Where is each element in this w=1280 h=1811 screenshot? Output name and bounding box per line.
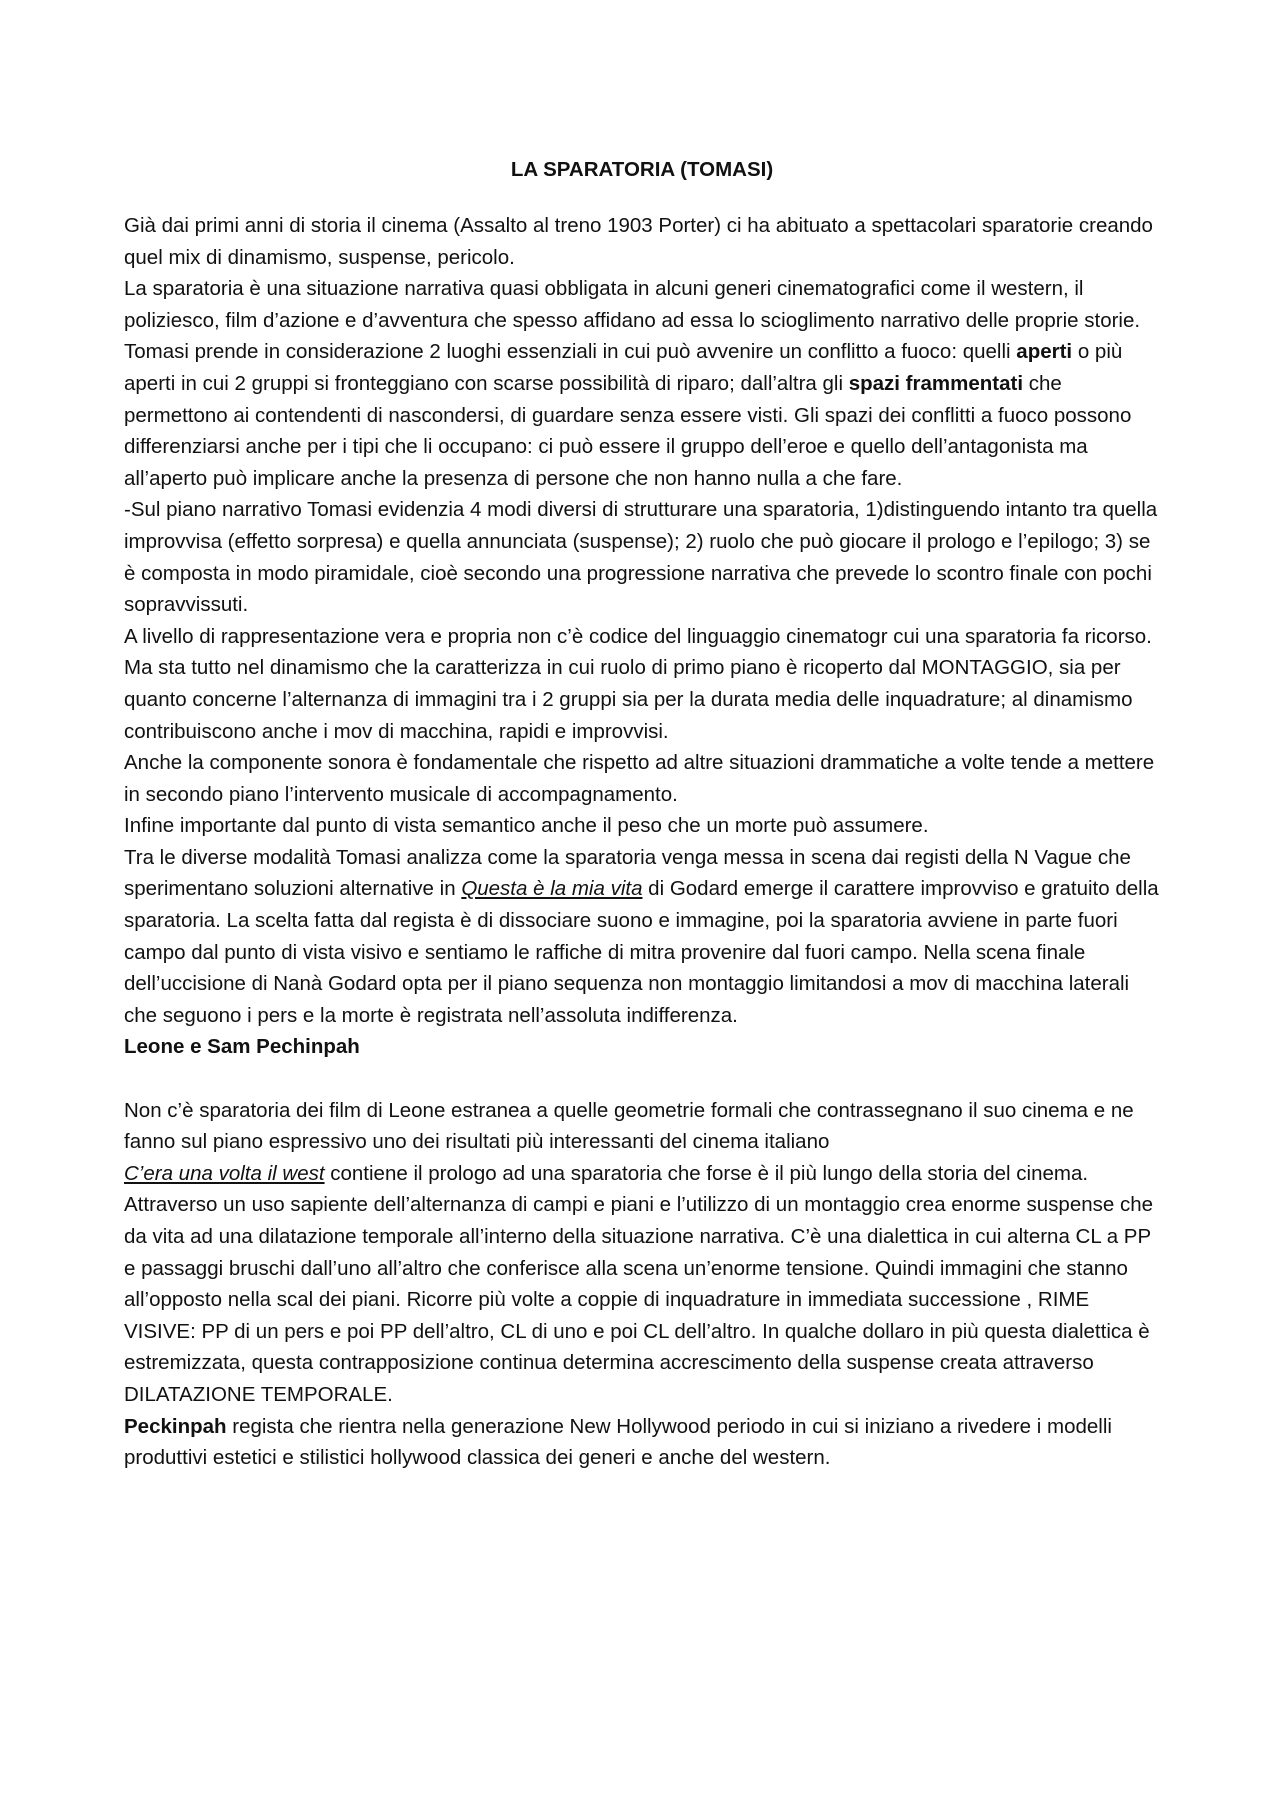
text-run: di Godard emerge il carattere improvviso e gratuito della sparatoria. La scelta fatta dal regista è di dissociare suono e immagine, poi la sparatoria avviene in parte fuori campo dal punto di vista visivo e sentiamo le raffiche di mitra provenire dal fuori campo. Nella scena finale dell’uccisione di Nanà Godard opta per il piano sequenza non montaggio limitandosi a mov di macchina laterali che seguono i pers e la morte è registrata nell’assoluta indifferenza. xyxy=(124,877,1159,1027)
section-heading: Leone e Sam Pechinpah xyxy=(124,1035,360,1059)
paragraph-semantic: Infine importante dal punto di vista semantico anche il peso che un morte può assumere. xyxy=(124,814,929,838)
page-title: LA SPARATORIA (TOMASI) xyxy=(510,158,774,181)
paragraph-nouvelle-vague xyxy=(124,842,1160,1032)
paragraph-intro: Già dai primi anni di storia il cinema (Assalto al treno 1903 Porter) ci ha abituato a spettacolari sparatorie creando quel mix di dinamismo, suspense, pericolo. xyxy=(124,214,1153,269)
film-title-leone: C’era una volta il west xyxy=(124,1161,325,1185)
text-run: che permettono ai contendenti di nascondersi, di guardare senza essere visti. Gli spazi dei conflitti a fuoco possono differenziarsi anche per i tipi che li occupano: ci può essere il gruppo dell’eroe e quello dell’antagonista ma all’aperto può implicare anche la presenza di persone che non hanno nulla a che fare. xyxy=(124,371,1132,490)
text-run: contiene il prologo ad una sparatoria che forse è il più lungo della storia del cinema. Attraverso un uso sapiente dell’alternanza di campi e piani e l’utilizzo di un montaggio crea enorme suspense che da vita ad una dilatazione temporale all’interno della situazione narrativa. C’è una dialettica in cui alterna CL a PP e passaggi bruschi dall’uno all’altro che conferisce alla scena un’enorme tensione. Quindi immagini che stanno all’opposto nella scal dei piani. Ricorre più volte a coppie di inquadrature in immediata successione , RIME VISIVE: PP di un pers e poi PP dell’altro, CL di uno e poi CL dell’altro. In qualche dollaro in più questa dialettica è estremizzata, questa contrapposizione continua determina accrescimento della suspense creata attraverso DILATAZIONE TEMPORALE. xyxy=(124,1161,1154,1406)
blank-line xyxy=(124,1063,1160,1095)
paragraph-leone: Non c’è sparatoria dei film di Leone estranea a quelle geometrie formali che contrassegnano il suo cinema e ne fanno sul piano espressivo uno dei risultati più interessanti del cinema italiano xyxy=(124,1098,1134,1154)
bold-term-peckinpah: Peckinpah xyxy=(124,1414,227,1438)
document-body xyxy=(124,210,1160,1474)
paragraph-narrative: -Sul piano narrativo Tomasi evidenzia 4 modi diversi di strutturare una sparatoria, 1)distinguendo intanto tra quella improvvisa (effetto sorpresa) e quella annunciata (suspense); 2) ruolo che può giocare il prologo e l’epilogo; 3) se è composta in modo piramidale, cioè secondo una progressione narrativa che prevede lo scontro finale con pochi sopravvissuti. xyxy=(124,498,1158,617)
paragraph-genres: La sparatoria è una situazione narrativa quasi obbligata in alcuni generi cinematografici come il western, il poliziesco, film d’azione e d’avventura che spesso affidano ad essa lo scioglimento narrativo delle proprie storie. xyxy=(124,277,1141,332)
bold-term-fragmented: spazi frammentati xyxy=(848,371,1024,395)
text-run: o più aperti in cui 2 gruppi si fronteggiano con scarse possibilità di riparo; dall’altra gli xyxy=(124,340,1123,395)
bold-term-open: aperti xyxy=(1016,340,1073,364)
paragraph-west xyxy=(124,1158,1160,1411)
text-run: Tomasi prende in considerazione 2 luoghi essenziali in cui può avvenire un conflitto a fuoco: quelli xyxy=(124,340,1017,364)
text-run: regista che rientra nella generazione New Hollywood periodo in cui si iniziano a rivedere i modelli produttivi estetici e stilistici hollywood classica dei generi e anche del western. xyxy=(124,1414,1112,1470)
paragraph-representation: A livello di rappresentazione vera e propria non c’è codice del linguaggio cinematogr cui una sparatoria fa ricorso. Ma sta tutto nel dinamismo che la caratterizza in cui ruolo di primo piano è ricoperto dal MONTAGGIO, sia per quanto concerne l’alternanza di immagini tra i 2 gruppi sia per la durata media delle inquadrature; al dinamismo contribuiscono anche i mov di macchina, rapidi e improvvisi. xyxy=(124,624,1152,743)
paragraph-spaces xyxy=(124,336,1160,494)
paragraph-peckinpah xyxy=(124,1411,1160,1474)
text-run: Tra le diverse modalità Tomasi analizza come la sparatoria venga messa in scena dai registi della N Vague che sperimentano soluzioni alternative in xyxy=(124,845,1131,901)
paragraph-sound: Anche la componente sonora è fondamentale che rispetto ad altre situazioni drammatiche a volte tende a mettere in secondo piano l’intervento musicale di accompagnamento. xyxy=(124,751,1155,806)
film-title-godard: Questa è la mia vita xyxy=(461,877,643,901)
